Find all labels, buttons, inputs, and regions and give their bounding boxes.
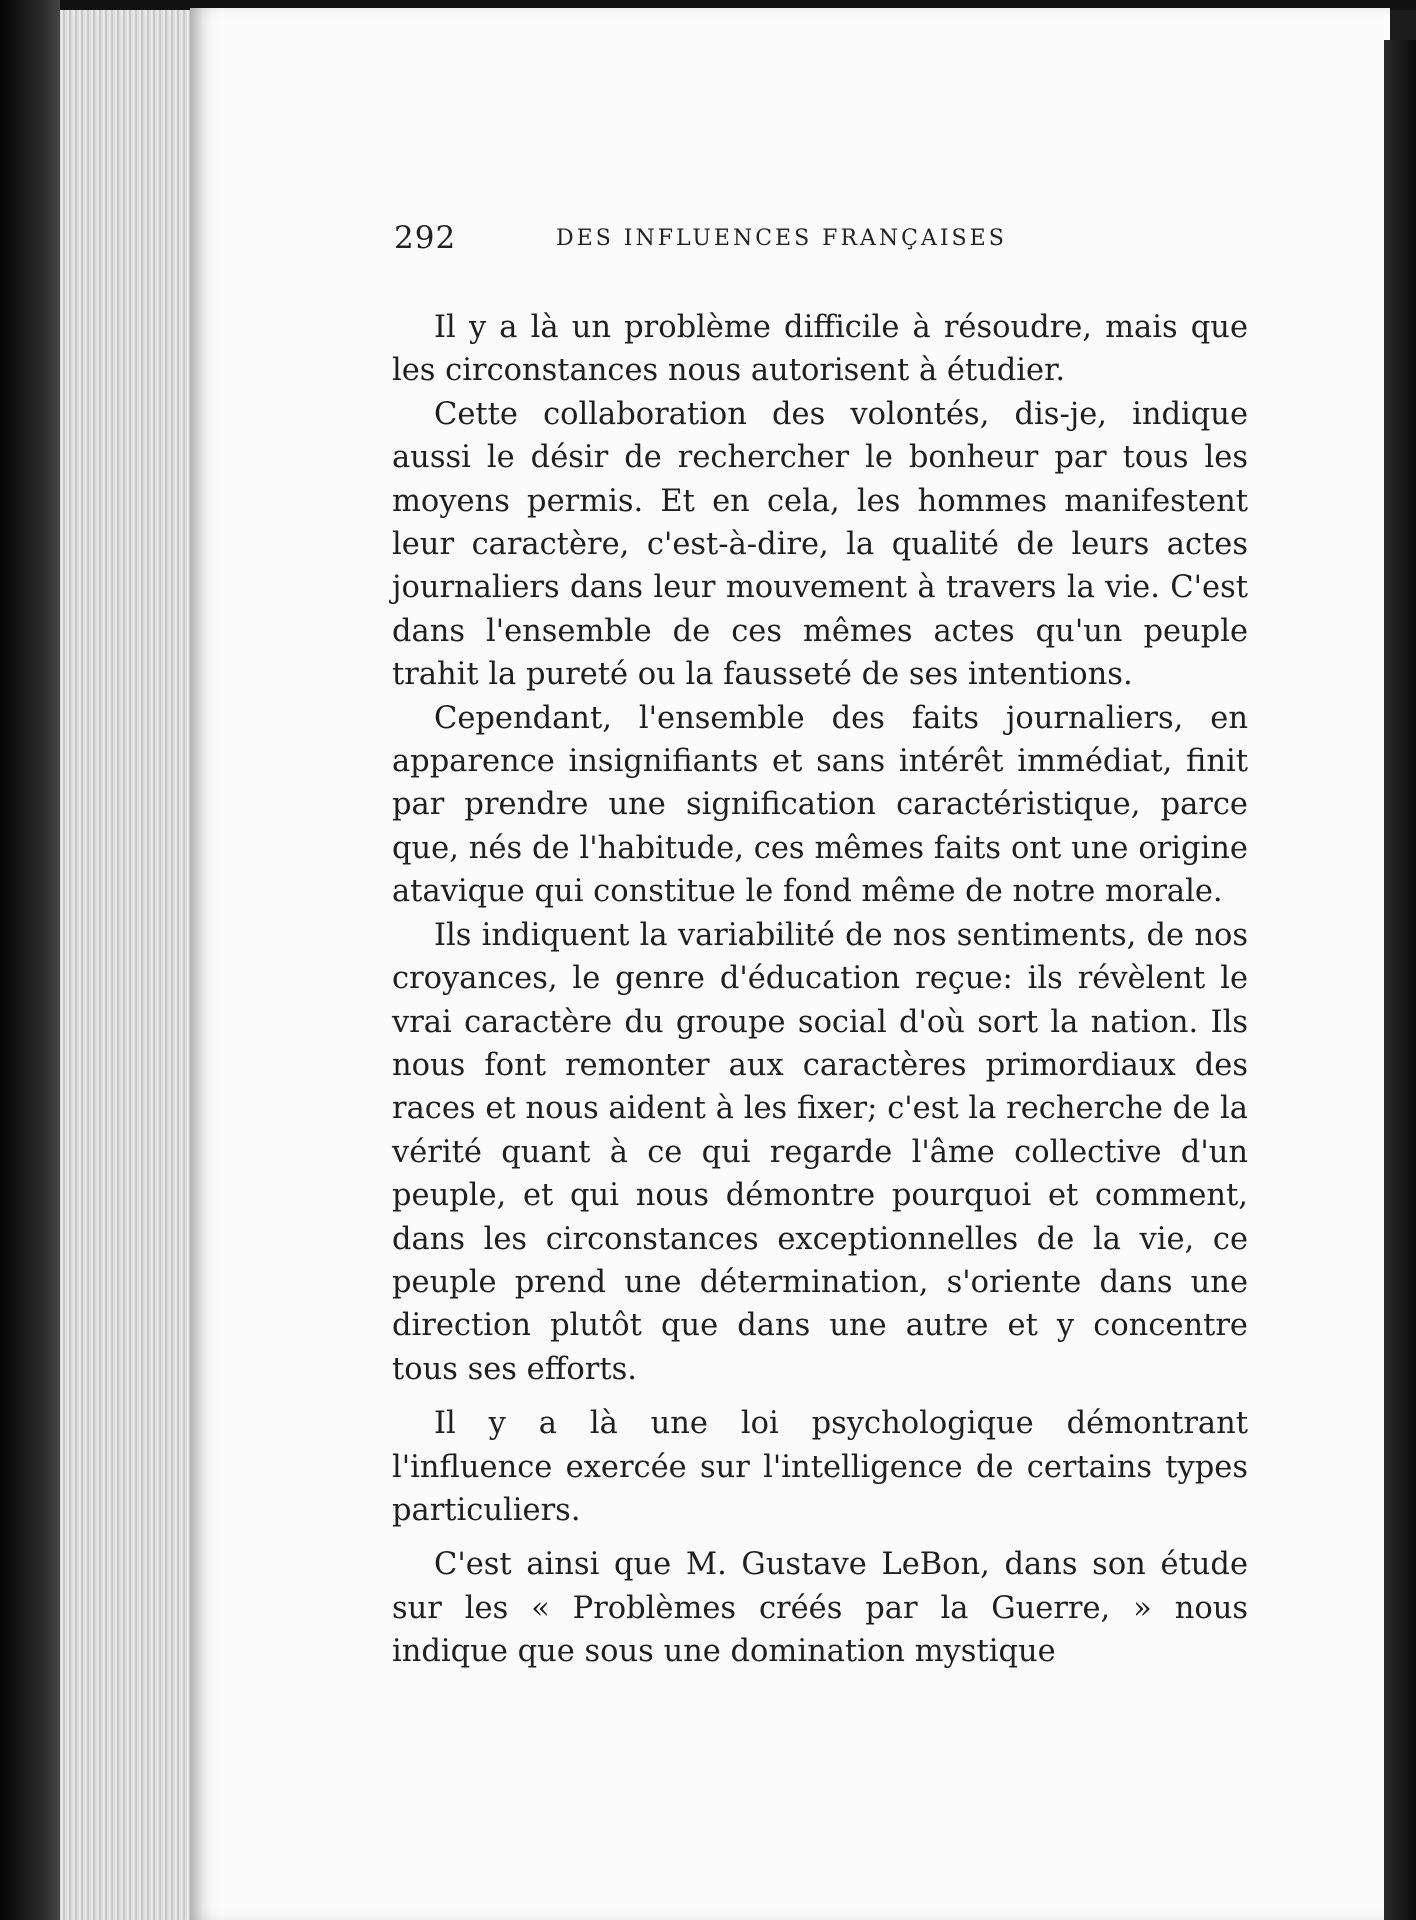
page-header <box>394 220 1084 260</box>
paragraph: Il y a là une loi psychologique démontrant l'influence exercée sur l'intelligence de certains types particuliers. <box>392 1406 1248 1528</box>
page-number: 292 <box>394 220 457 256</box>
page-edges <box>60 0 200 1920</box>
paragraph: Ils indiquent la variabilité de nos sentiments, de nos croyances, le genre d'éducation reçue: ils révèlent le vrai caractère du groupe social d'où sort la nation. Ils nous font remonter aux caractères primordiaux des races et nous aident à les fixer; c'est la recherche de la vérité quant à ce qui regarde l'âme collective d'un peuple, et qui nous démontre pourquoi et comment, dans les circonstances exceptionnelles de la vie, ce peuple prend une détermination, s'oriente dans une direction plutôt que dans une autre et y concentre tous ses efforts. <box>392 917 1248 1387</box>
scan-right-border <box>1384 40 1416 1920</box>
body-text <box>392 306 1248 1674</box>
paragraph: Cependant, l'ensemble des faits journaliers, en apparence insignifiants et sans intérêt immédiat, finit par prendre une signification caractéristique, parce que, nés de l'habitude, ces mêmes faits ont une origine atavique qui constitue le fond même de notre morale. <box>392 700 1248 910</box>
paragraph: Il y a là un problème difficile à résoudre, mais que les circonstances nous autorisent à étudier. <box>392 310 1248 389</box>
running-title: DES INFLUENCES FRANÇAISES <box>556 226 1007 251</box>
paragraph: C'est ainsi que M. Gustave LeBon, dans son étude sur les « Problèmes créés par la Guerre, » nous indique que sous une domination mystique <box>392 1547 1248 1670</box>
paragraph: Cette collaboration des volontés, dis-je, indique aussi le désir de rechercher le bonheur par tous les moyens permis. Et en cela, les hommes manifestent leur caractère, c'est-à-dire, la qualité de leurs actes journaliers dans leur mouvement à travers la vie. C'est dans l'ensemble de ces mêmes actes qu'un peuple trahit la pureté ou la fausseté de ses intentions. <box>392 396 1248 693</box>
